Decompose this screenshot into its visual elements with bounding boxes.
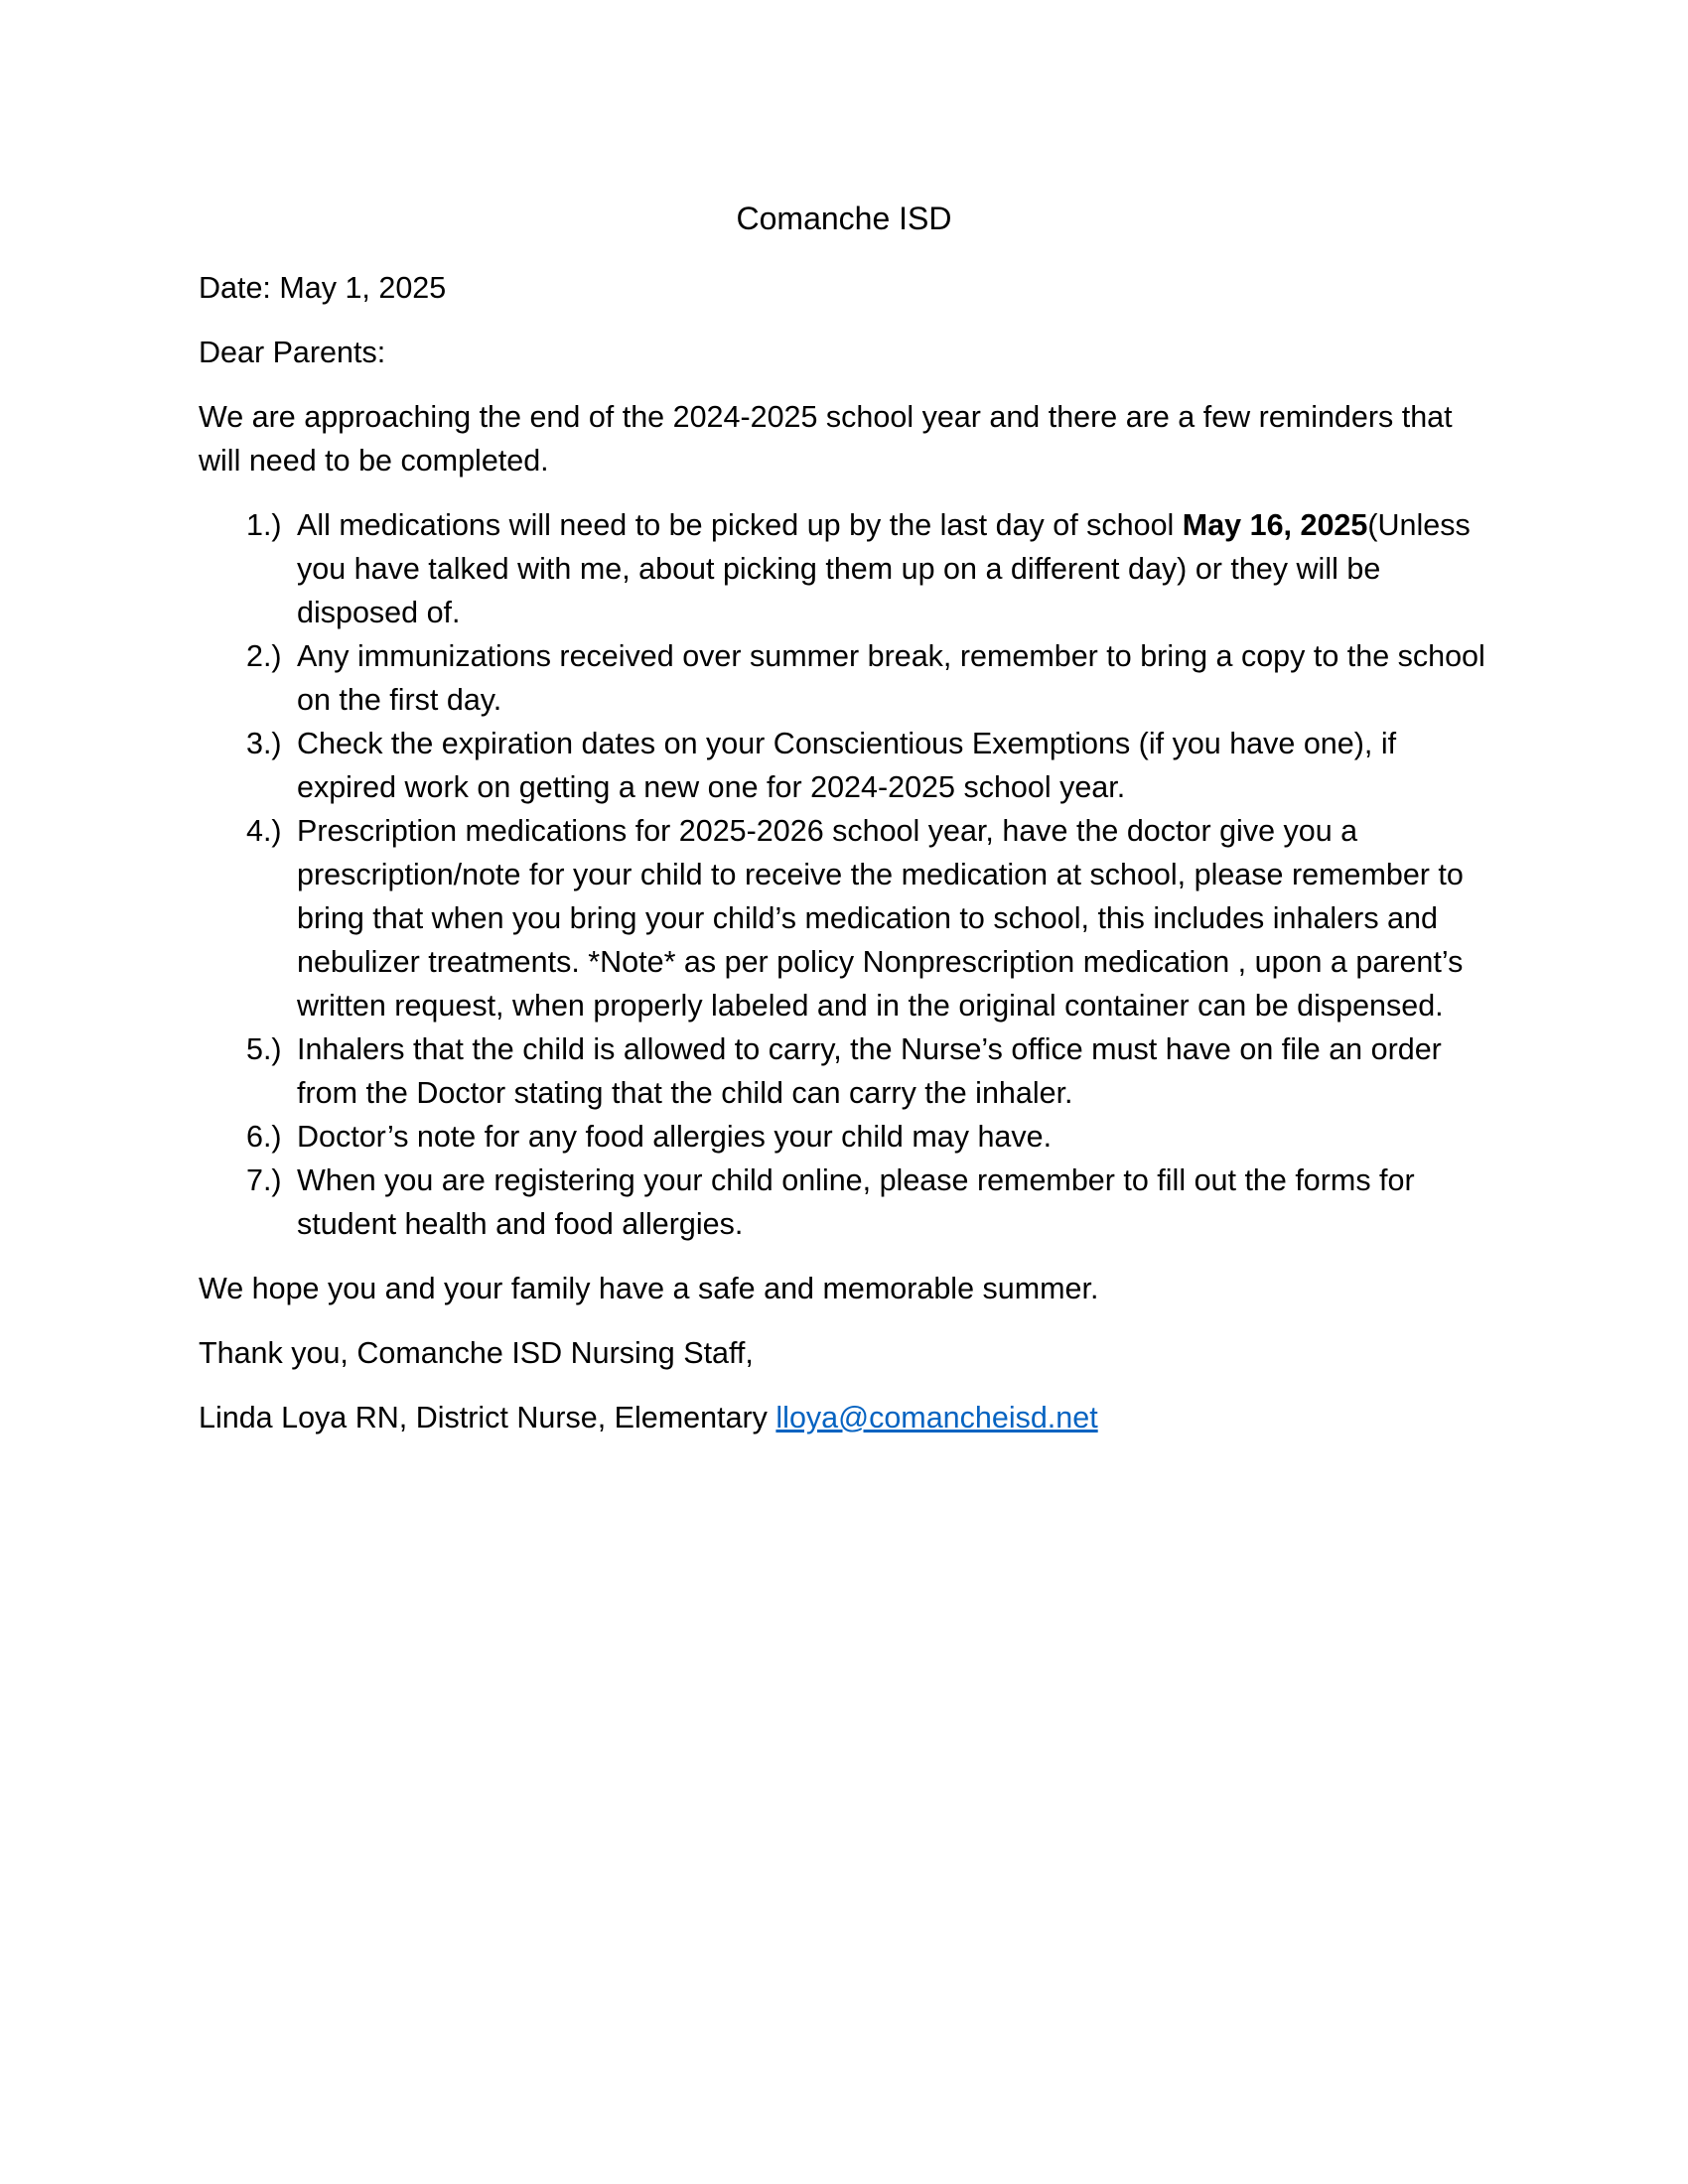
list-item-number: 6.): [246, 1120, 282, 1154]
list-item-text: Any immunizations received over summer break, remember to bring a copy to the school on the first day.: [297, 639, 1485, 717]
date-line: Date: May 1, 2025: [199, 271, 447, 305]
list-item-number: 4.): [246, 814, 282, 848]
list-item: [199, 1027, 1489, 1115]
list-item: [199, 634, 1489, 722]
last-day-date: May 16, 2025: [1182, 508, 1368, 542]
list-item-text: Prescription medications for 2025-2026 school year, have the doctor give you a prescription/note for your child to receive the medication at school, please remember to bring that when you bring your child’s medication to school, this includes inhalers and nebulizer treatments. *Note* as per policy Nonprescription medication , upon a parent’s written request, when properly labeled and in the original container can be dispensed.: [297, 814, 1464, 1023]
document-title: Comanche ISD: [736, 201, 952, 236]
signature-text: Linda Loya RN, District Nurse, Elementary: [199, 1401, 776, 1434]
list-item: [199, 722, 1489, 809]
signature-line: [199, 1396, 1489, 1439]
list-item: [199, 1159, 1489, 1246]
list-item-text: All medications will need to be picked up by the last day of school: [297, 508, 1183, 542]
thanks-line: Thank you, Comanche ISD Nursing Staff,: [199, 1336, 754, 1370]
list-item-number: 3.): [246, 727, 282, 760]
list-item-number: 7.): [246, 1163, 282, 1197]
list-item-text: (Unless you have talked with me, about picking them up on a different day) or they will be disposed of.: [297, 508, 1471, 629]
list-item-text: Doctor’s note for any food allergies your child may have.: [297, 1120, 1053, 1154]
list-item-text: Check the expiration dates on your Conscientious Exemptions (if you have one), if expired work on getting a new one for 2024-2025 school year.: [297, 727, 1397, 804]
list-item-number: 2.): [246, 639, 282, 673]
letter-body: [199, 197, 1489, 1460]
list-item: [199, 1115, 1489, 1159]
list-item-text: When you are registering your child online, please remember to fill out the forms for student health and food allergies.: [297, 1163, 1415, 1241]
list-item-number: 1.): [246, 508, 282, 542]
list-item: [199, 809, 1489, 1027]
list-item-text: Inhalers that the child is allowed to carry, the Nurse’s office must have on file an order from the Doctor stating that the child can carry the inhaler.: [297, 1032, 1442, 1110]
list-item-number: 5.): [246, 1032, 282, 1066]
list-item: [199, 503, 1489, 634]
reminders-list: [199, 503, 1489, 1246]
intro-paragraph: We are approaching the end of the 2024-2025 school year and there are a few reminders that will need to be completed.: [199, 400, 1453, 478]
closing-paragraph: We hope you and your family have a safe and memorable summer.: [199, 1272, 1099, 1305]
email-link[interactable]: lloya@comancheisd.net: [775, 1401, 1098, 1434]
greeting: Dear Parents:: [199, 336, 386, 369]
